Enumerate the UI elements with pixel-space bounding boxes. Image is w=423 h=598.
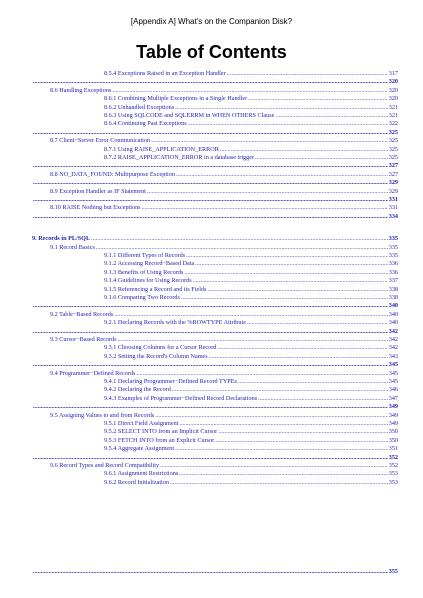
dot-leader bbox=[175, 445, 388, 452]
dot-leader bbox=[170, 479, 388, 486]
toc-entry[interactable] bbox=[50, 204, 398, 211]
toc-entry[interactable] bbox=[50, 462, 398, 469]
toc-entry-title: 9.5.1 Direct Field Assignment bbox=[104, 420, 179, 427]
dot-leader bbox=[218, 428, 388, 435]
toc-entry[interactable] bbox=[50, 171, 398, 178]
toc-entry-page: 346 bbox=[388, 386, 398, 394]
toc-entry-title: 9.2.1 Declaring Records with the %ROWTYPE Attribute bbox=[104, 319, 246, 327]
dot-leader bbox=[209, 353, 388, 360]
dot-leader bbox=[33, 196, 388, 203]
toc-entry[interactable] bbox=[104, 437, 398, 444]
toc-entry-page: 327 bbox=[388, 162, 398, 170]
toc-entry-page: 340 bbox=[388, 310, 398, 318]
toc-entry-page: 336 bbox=[388, 260, 398, 268]
dot-leader bbox=[215, 437, 388, 444]
toc-entry-title: 9.1.4 Guidelines for Using Records bbox=[104, 277, 192, 285]
toc-entry-page: 338 bbox=[388, 294, 398, 301]
dot-leader bbox=[172, 386, 388, 393]
toc-entry[interactable] bbox=[104, 154, 398, 161]
toc-entry[interactable] bbox=[50, 311, 398, 318]
dot-leader bbox=[147, 188, 388, 195]
toc-entry-title: 9.4.1 Declaring Programmer−Defined Record TYPEs bbox=[104, 378, 237, 385]
toc-entry-title: 9.1.5 Referencing a Record and its Fields bbox=[104, 285, 207, 293]
toc-entry-title: 9.1.3 Benefits of Using Records bbox=[104, 268, 184, 276]
toc-entry-title: 9.6 Record Types and Record Compatibility bbox=[50, 462, 160, 469]
toc-entry[interactable] bbox=[104, 395, 398, 402]
toc-entry-title: 8.10 RAISE Nothing but Exceptions bbox=[50, 204, 141, 212]
toc-separator[interactable] bbox=[32, 213, 398, 220]
toc-entry-title: 8.6 Handling Exceptions bbox=[50, 86, 112, 94]
toc-entry-page: 342 bbox=[388, 327, 398, 335]
toc-entry-page: 349 bbox=[388, 411, 398, 419]
toc-entry-title: 8.6.4 Continuing Past Exceptions bbox=[104, 120, 187, 128]
dot-leader bbox=[258, 395, 388, 402]
toc-entry-page: 340 bbox=[388, 319, 398, 327]
toc-separator[interactable] bbox=[32, 328, 398, 335]
toc-entry[interactable] bbox=[104, 378, 398, 385]
toc-entry-page: 325 bbox=[388, 154, 398, 161]
toc-entry-page: 334 bbox=[388, 212, 398, 220]
toc-entry-page: 352 bbox=[388, 462, 398, 469]
toc-entry-page: 325 bbox=[388, 145, 398, 153]
toc-entry[interactable] bbox=[104, 386, 398, 393]
toc-entry-title: 9.4.3 Examples of Programmer−Defined Record Declarations bbox=[104, 394, 258, 402]
toc-entry-page: 325 bbox=[388, 128, 398, 136]
dot-leader bbox=[175, 104, 388, 111]
toc-entry[interactable] bbox=[104, 260, 398, 267]
toc-entry[interactable] bbox=[50, 412, 398, 419]
toc-entry-title: 9.1.2 Accessing Record−Based Data bbox=[104, 260, 195, 268]
toc-entry-page: 353 bbox=[388, 478, 398, 486]
toc-entry-title: 9.6.2 Record Initialization bbox=[104, 478, 169, 486]
toc-entry-title: 9.1 Record Basics bbox=[50, 243, 95, 251]
toc-entry-title: 9.4.2 Declaring the Record bbox=[104, 386, 171, 394]
dot-leader bbox=[33, 361, 388, 368]
toc-entry-page: 321 bbox=[388, 112, 398, 119]
toc-entry-page: 351 bbox=[388, 445, 398, 453]
dot-leader bbox=[275, 112, 387, 119]
toc-separator[interactable] bbox=[32, 162, 398, 169]
toc-entry-page: 349 bbox=[388, 420, 398, 427]
toc-entry-title: 8.7 Client−Server Error Communication bbox=[50, 137, 151, 145]
dot-leader bbox=[195, 260, 387, 267]
dot-leader bbox=[186, 252, 388, 259]
toc-entry[interactable] bbox=[104, 95, 398, 102]
toc-entry-page: 327 bbox=[388, 170, 398, 178]
toc-entry-page: 342 bbox=[388, 344, 398, 352]
toc-entry[interactable] bbox=[50, 336, 398, 343]
dot-leader bbox=[114, 311, 387, 318]
toc-entry[interactable] bbox=[50, 370, 398, 377]
toc-separator[interactable] bbox=[32, 302, 398, 309]
page-header: [Appendix A] What's on the Companion Disk? bbox=[130, 17, 293, 26]
toc-entry[interactable] bbox=[104, 428, 398, 435]
toc-entry-title: 8.6.3 Using SQLCODE and SQLERRM in WHEN OTHERS Clause bbox=[104, 112, 275, 119]
dot-leader bbox=[160, 462, 388, 469]
toc-entry-title: 9.3.1 Choosing Columns for a Cursor Record bbox=[104, 344, 217, 352]
dot-leader bbox=[227, 70, 388, 77]
toc-entry-title: 9.3 Cursor−Based Records bbox=[50, 336, 117, 343]
toc-entry-title: 9.5.3 FETCH INTO from an Explicit Cursor bbox=[104, 436, 215, 444]
toc-entry-page: 317 bbox=[388, 70, 398, 77]
toc-entry-page: 329 bbox=[388, 179, 398, 187]
toc-entry-page: 320 bbox=[388, 78, 398, 86]
dot-leader bbox=[96, 244, 388, 251]
toc-entry-title: 9.1.1 Different Types of Records bbox=[104, 252, 186, 259]
dot-leader bbox=[238, 378, 388, 385]
toc-entry[interactable] bbox=[50, 188, 398, 195]
dot-leader bbox=[193, 277, 388, 284]
toc-entry-page: 347 bbox=[388, 394, 398, 402]
dot-leader bbox=[33, 213, 388, 220]
dot-leader bbox=[248, 95, 388, 102]
toc-entry[interactable] bbox=[104, 353, 398, 360]
dot-leader bbox=[33, 403, 388, 410]
toc-entry-title: 9. Records in PL/SQL bbox=[32, 235, 91, 243]
toc-entry-page: 320 bbox=[388, 95, 398, 103]
dot-leader bbox=[255, 154, 388, 161]
dot-leader bbox=[176, 171, 388, 178]
dot-leader bbox=[91, 235, 388, 242]
toc-entry[interactable] bbox=[104, 420, 398, 427]
dot-leader bbox=[155, 412, 388, 419]
toc-entry-page: 320 bbox=[388, 86, 398, 94]
toc-entry[interactable] bbox=[50, 244, 398, 251]
toc-entry-page: 352 bbox=[388, 453, 398, 461]
toc-entry[interactable] bbox=[104, 269, 398, 276]
toc-entry[interactable] bbox=[50, 87, 398, 94]
dot-leader bbox=[136, 370, 387, 377]
toc-entry-title: 8.9 Exception Handler as IF Statement bbox=[50, 187, 146, 195]
toc-entry-title: 8.7.1 Using RAISE_APPLICATION_ERROR bbox=[104, 145, 219, 153]
toc-entry-page: 353 bbox=[388, 470, 398, 478]
dot-leader bbox=[33, 78, 388, 85]
toc-entry[interactable] bbox=[104, 286, 398, 293]
toc-entry[interactable] bbox=[104, 70, 398, 77]
toc-entry[interactable] bbox=[104, 344, 398, 351]
toc-entry-title: 8.5.4 Exceptions Raised in an Exception Handler bbox=[104, 70, 226, 77]
dot-leader bbox=[179, 420, 387, 427]
toc-entry-title: 8.7.2 RAISE_APPLICATION_ERROR in a database trigger bbox=[104, 154, 255, 161]
toc-entry-title: 8.6.2 Unhandled Exceptions bbox=[104, 103, 175, 111]
toc-entry[interactable] bbox=[32, 235, 398, 242]
toc-separator[interactable] bbox=[32, 403, 398, 410]
toc-entry-title: 9.6.1 Assignment Restrictions bbox=[104, 470, 179, 478]
toc-entry[interactable] bbox=[104, 252, 398, 259]
toc-entry-title: 9.3.2 Setting the Record's Column Names bbox=[104, 352, 208, 360]
dot-leader bbox=[207, 286, 387, 293]
dot-leader bbox=[247, 319, 388, 326]
toc-entry-page: 343 bbox=[388, 352, 398, 360]
toc-entry[interactable] bbox=[104, 104, 398, 111]
toc-entry-title: 9.5 Assigning Values to and from Records bbox=[50, 411, 155, 419]
toc-entry[interactable] bbox=[104, 470, 398, 477]
toc-entry-title: 9.5.2 SELECT INTO from an Implicit Cursor bbox=[104, 428, 218, 436]
toc-entry-page: 335 bbox=[388, 235, 398, 243]
toc-entry-page: 322 bbox=[388, 120, 398, 128]
toc-separator[interactable] bbox=[32, 361, 398, 368]
toc-entry-page: 338 bbox=[388, 285, 398, 293]
toc-entry-page: 325 bbox=[388, 137, 398, 145]
dot-leader bbox=[118, 336, 388, 343]
dot-leader bbox=[220, 146, 388, 153]
toc-entry-page: 345 bbox=[388, 369, 398, 377]
toc-entry-title: 8.6.1 Combining Multiple Exceptions in a Single Handler bbox=[104, 95, 248, 103]
toc-entry[interactable] bbox=[104, 445, 398, 452]
dot-leader bbox=[33, 179, 388, 186]
toc-entry[interactable] bbox=[104, 146, 398, 153]
dot-leader bbox=[33, 162, 388, 169]
toc-entry-page: 345 bbox=[388, 361, 398, 369]
dot-leader bbox=[217, 344, 387, 351]
toc-entry-title: 9.5.4 Aggregate Assignment bbox=[104, 445, 175, 453]
toc-entry-title: 9.2 Table−Based Records bbox=[50, 310, 114, 318]
toc-separator[interactable] bbox=[32, 196, 398, 203]
toc-entry-page: 345 bbox=[388, 378, 398, 385]
page-title: Table of Contents bbox=[136, 42, 287, 62]
toc-entry[interactable] bbox=[50, 137, 398, 144]
toc-separator[interactable] bbox=[32, 78, 398, 85]
toc-entry-page: 340 bbox=[388, 302, 398, 310]
toc-separator[interactable] bbox=[32, 129, 398, 136]
toc-entry-page: 329 bbox=[388, 187, 398, 195]
toc-separator[interactable] bbox=[32, 454, 398, 461]
dot-leader bbox=[33, 302, 388, 309]
toc-separator[interactable] bbox=[32, 179, 398, 186]
toc-entry-page: 342 bbox=[388, 336, 398, 343]
dot-leader bbox=[179, 470, 387, 477]
dot-leader bbox=[181, 294, 388, 301]
toc-entry[interactable] bbox=[104, 319, 398, 326]
toc-entry-title: 8.8 NO_DATA_FOUND: Multipurpose Exception bbox=[50, 170, 175, 178]
toc-entry[interactable] bbox=[104, 294, 398, 301]
toc-entry[interactable] bbox=[104, 120, 398, 127]
toc-entry-page: 350 bbox=[388, 428, 398, 436]
toc-entry-page: 337 bbox=[388, 277, 398, 285]
toc-entry-page: 355 bbox=[388, 568, 398, 575]
toc-entry[interactable] bbox=[104, 277, 398, 284]
dot-leader bbox=[184, 269, 387, 276]
toc-separator[interactable] bbox=[32, 568, 398, 575]
toc-entry-page: 350 bbox=[388, 436, 398, 444]
toc-entry-page: 321 bbox=[388, 103, 398, 111]
dot-leader bbox=[33, 568, 388, 575]
dot-leader bbox=[112, 87, 387, 94]
toc-entry-page: 335 bbox=[388, 252, 398, 259]
toc-entry-page: 335 bbox=[388, 243, 398, 251]
dot-leader bbox=[142, 204, 388, 211]
dot-leader bbox=[188, 120, 388, 127]
toc-entry-page: 336 bbox=[388, 268, 398, 276]
toc-entry-page: 331 bbox=[388, 204, 398, 212]
dot-leader bbox=[33, 328, 388, 335]
toc-entry[interactable] bbox=[104, 479, 398, 486]
dot-leader bbox=[33, 129, 388, 136]
toc-entry-page: 349 bbox=[388, 403, 398, 411]
toc-entry-page: 331 bbox=[388, 196, 398, 203]
toc-entry-title: 9.1.6 Comparing Two Records bbox=[104, 294, 180, 301]
toc-entry-title: 9.4 Programmer−Defined Records bbox=[50, 369, 136, 377]
dot-leader bbox=[151, 137, 388, 144]
dot-leader bbox=[33, 454, 388, 461]
toc-entry[interactable] bbox=[104, 112, 398, 119]
